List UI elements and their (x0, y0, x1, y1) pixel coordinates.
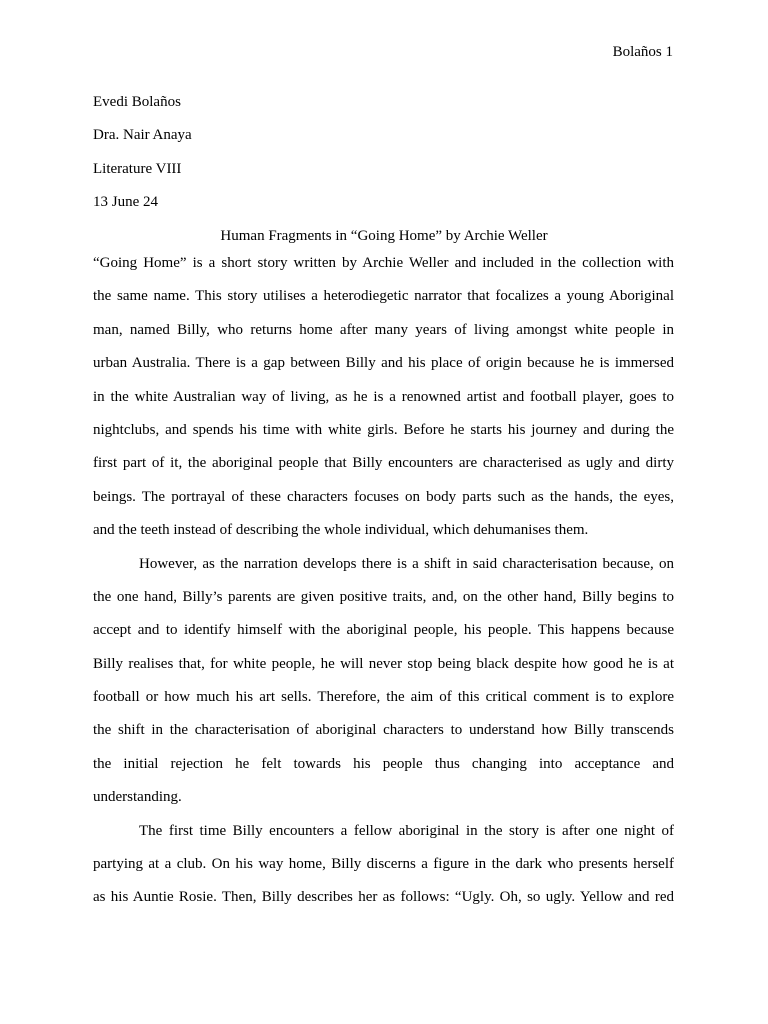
date: 13 June 24 (93, 194, 158, 211)
mla-heading (93, 86, 675, 253)
text-line: partying at a club. On his way home, Billy discerns a figure in the dark who presents herself (93, 856, 674, 873)
text-line: as his Auntie Rosie. Then, Billy describes her as follows: “Ugly. Oh, so ugly. Yellow and red (93, 889, 674, 906)
paragraph-1 (93, 247, 674, 548)
text-line: understanding. (93, 789, 182, 806)
course-name: Literature VIII (93, 160, 182, 177)
text-line: nightclubs, and spends his time with white girls. Before he starts his journey and during the (93, 421, 674, 438)
text-line: the shift in the characterisation of aboriginal characters to understand how Billy transcends (93, 722, 674, 739)
text-line: in the white Australian way of living, as he is a renowned artist and football player, goes to (93, 388, 674, 405)
essay-body (93, 247, 674, 915)
text-line: the same name. This story utilises a heterodiegetic narrator that focalizes a young Aboriginal (93, 288, 674, 305)
text-line: However, as the narration develops there is a shift in said characterisation because, on (139, 555, 674, 572)
text-line: first part of it, the aboriginal people that Billy encounters are characterised as ugly and dirty (93, 455, 674, 472)
text-line: the one hand, Billy’s parents are given positive traits, and, on the other hand, Billy begins to (93, 588, 674, 605)
text-line: urban Australia. There is a gap between Billy and his place of origin because he is immersed (93, 355, 674, 372)
page-header-number: Bolaños 1 (612, 44, 673, 60)
text-line: football or how much his art sells. Therefore, the aim of this critical comment is to explore (93, 689, 674, 706)
text-line: beings. The portrayal of these characters focuses on body parts such as the hands, the eyes, (93, 488, 674, 505)
text-line: accept and to identify himself with the aboriginal people, his people. This happens because (93, 622, 674, 639)
text-line: “Going Home” is a short story written by Archie Weller and included in the collection with (93, 255, 674, 271)
paragraph-3 (93, 815, 674, 915)
text-line: and the teeth instead of describing the whole individual, which dehumanises them. (93, 522, 589, 539)
instructor-name: Dra. Nair Anaya (93, 127, 192, 144)
author-name: Evedi Bolaños (93, 94, 181, 110)
paragraph-2 (93, 548, 674, 815)
text-line: man, named Billy, who returns home after many years of living amongst white people in (93, 321, 674, 338)
text-line: the initial rejection he felt towards his people thus changing into acceptance and (93, 755, 674, 772)
text-line: The first time Billy encounters a fellow aboriginal in the story is after one night of (139, 822, 674, 839)
essay-title: Human Fragments in “Going Home” by Archie Weller (220, 227, 548, 244)
text-line: Billy realises that, for white people, he will never stop being black despite how good he is at (93, 655, 674, 672)
